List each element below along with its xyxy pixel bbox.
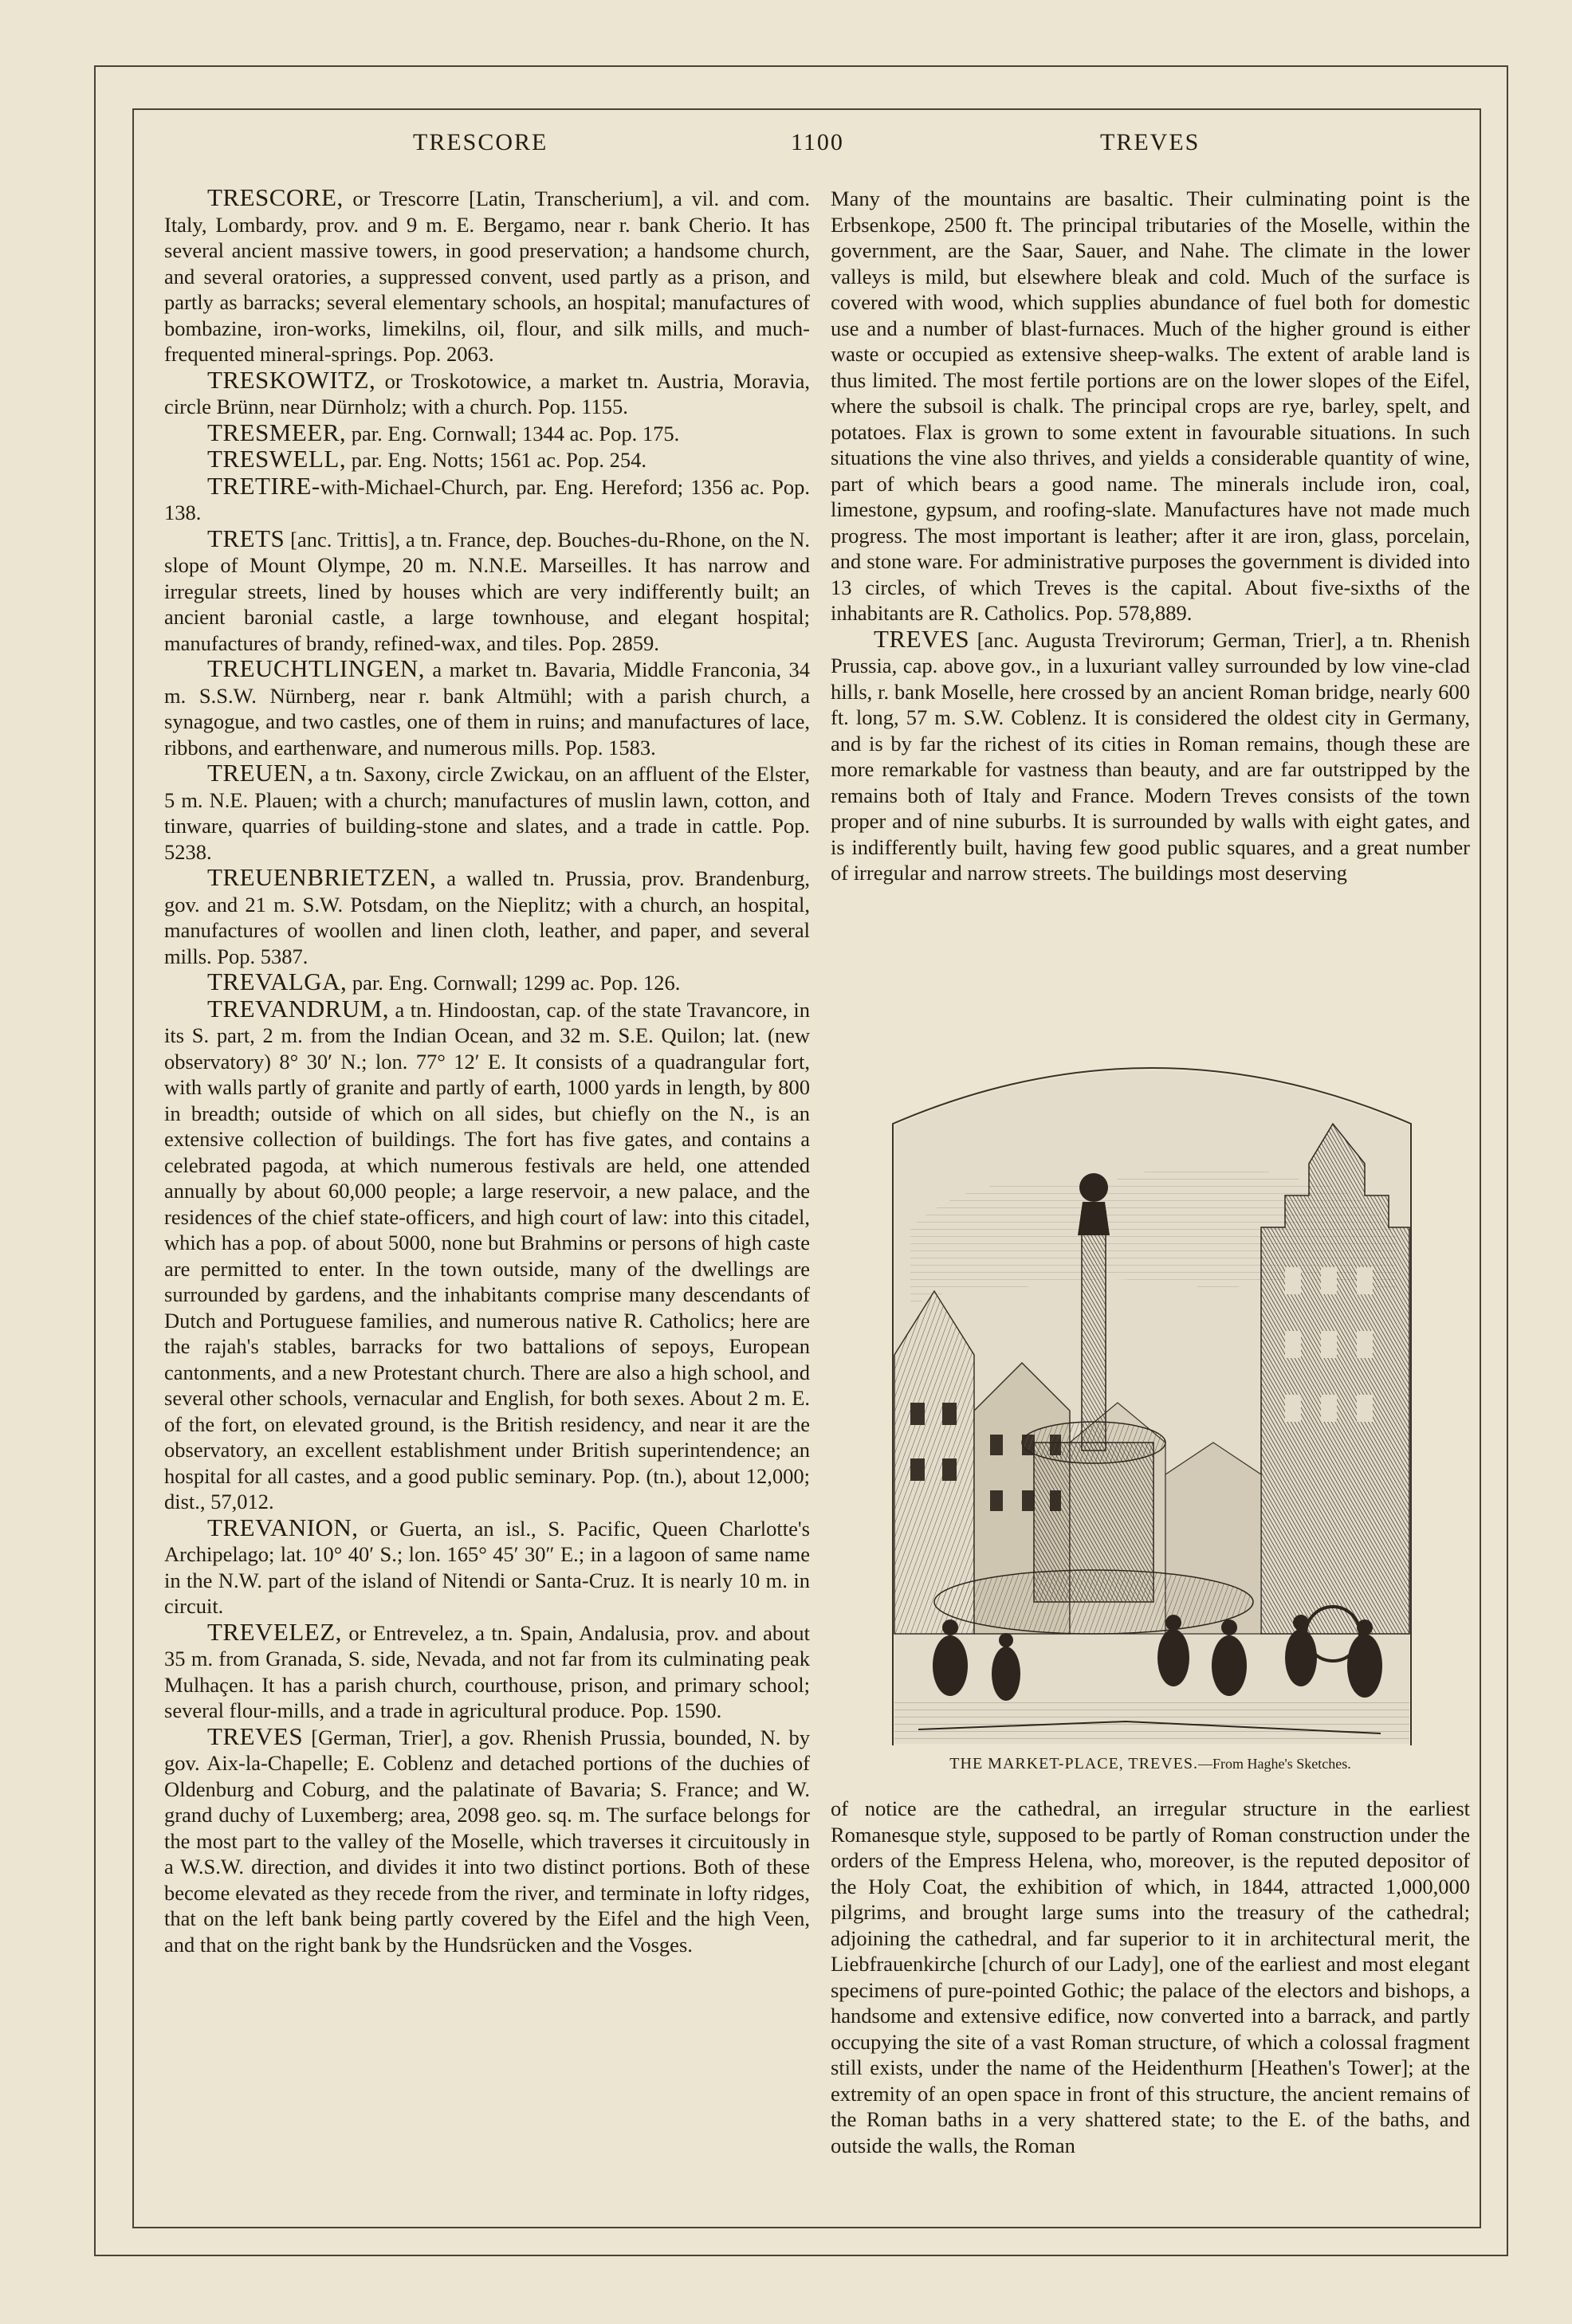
entry-trevelez: TREVELEZ, or Entrevelez, a tn. Spain, Andalusia, prov. and about 35 m. from Granada, S. side, Nevada, and not far from its culminating peak Mulhaçen. It has a parish church, courthouse, prison, and primary school; several flour-mills, and a trade in agricultural produce. Pop. 1590. [164,1617,810,1722]
figure-caption-title: THE MARKET-PLACE, TREVES. [949,1755,1198,1772]
right-column-top [831,185,1470,886]
entry-trevanion: TREVANION, or Guerta, an isl., S. Pacific, Queen Charlotte's Archipelago; lat. 10° 40′ S.; lon. 165° 45′ 30″ E.; in a lagoon of same name in the N.W. part of the island of Nitendi or Santa-Cruz. It is nearly 10 m. in circuit. [164,1513,810,1618]
left-column [164,185,810,1957]
running-head-left: TRESCORE [413,129,548,155]
entry-tresmeer: TRESMEER, par. Eng. Cornwall; 1344 ac. Pop. 175. [207,418,680,446]
figure-caption [831,1755,1470,1773]
entry-treves-gov-continued: Many of the mountains are basaltic. Their culminating point is the Erbsenkope, 2500 ft. The principal tributaries of the Moselle, within the government, are the Saar, Sauer, and Nahe. The climate in the lower valleys is mild, but elsewhere bleak and cold. Much of the surface is covered with wood, which supplies abundance of fuel both for domestic use and a number of blast-furnaces. Much of the higher ground is either waste or occupied as extensive sheep-walks. The extent of arable land is thus limited. The most fertile portions are on the lower slopes of the Eifel, where the subsoil is chalk. The principal crops are rye, barley, spelt, and potatoes. Flax is grown to some extent in favourable situations. In such situations the vine also thrives, and yields a considerable quantity of wine, part of which bears a good name. The minerals include iron, coal, limestone, gypsum, and roofing-slate. Manufactures have not made much progress. The most important is leather; after it are iron, glass, porcelain, and stone ware. For administrative purposes the government is divided into 13 circles, of which Treves is the capital. About five-sixths of the inhabitants are R. Catholics. Pop. 578,889. [831,186,1470,625]
entry-tretire: TRETIRE-with-Michael-Church, par. Eng. Hereford; 1356 ac. Pop. 138. [164,471,810,524]
entry-treuchtlingen: TREUCHTLINGEN, a market tn. Bavaria, Middle Franconia, 34 m. S.S.W. Nürnberg, near r. bank Altmühl; with a parish church, a synagogue, and two castles, one of them in ruins; and manufactures of lace, ribbons, and earthenware, and numerous mills. Pop. 1583. [164,654,810,760]
running-head-right: TREVES [1100,129,1201,155]
entry-trets: TRETS [anc. Trittis], a tn. France, dep. Bouches-du-Rhone, on the N. slope of Mount Olympe, 20 m. N.N.E. Marseilles. It has narrow and irregular streets, lined by houses which are very indifferently built; an ancient baronial castle, a large townhouse, and elegant hospital; manufactures of brandy, refined-wax, and tiles. Pop. 2859. [164,524,810,655]
entry-trevandrum: TREVANDRUM, a tn. Hindoostan, cap. of the state Travancore, in its S. part, 2 m. from the Indian Ocean, and 32 m. S.E. Quilon; lat. (new observatory) 8° 30′ N.; lon. 77° 12′ E. It consists of a quadrangular fort, with walls partly of granite and partly of earth, 1000 yards in length, by 800 in breadth; outside of which on all sides, but chiefly on the N., is an extensive collection of buildings. The fort has five gates, and contains a celebrated pagoda, at which numerous festivals are held, one attended annually by about 60,000 people; a large reservoir, a new palace, and the residences of the chief state-officers, and high court of law: into this citadel, which has a pop. of about 5000, none but Brahmins or persons of high caste are permitted to enter. In the town outside, many of the dwellings are surrounded by gardens, and the inhabitants comprise many descendants of Dutch and Portuguese families, and numerous native R. Catholics; here are the rajah's stables, barracks for two battalions of sepoys, European cantonments, and a new Protestant church. There are also a high school, and several other schools, vernacular and English, for both sexes. About 2 m. E. of the fort, on elevated ground, is the British residency, and near it are the observatory, an excellent establishment under British superintendence; an hospital for all castes, and a good public seminary. Pop. (tn.), about 12,000; dist., 57,012. [164,994,810,1513]
entry-treuen: TREUEN, a tn. Saxony, circle Zwickau, on an affluent of the Elster, 5 m. N.E. Plauen; with a church; manufactures of muslin lawn, cotton, and tinware, quarries of building-stone and slates, and a trade in cattle. Pop. 5238. [164,759,810,864]
right-column-bottom [831,1795,1470,2158]
entry-trevalga: TREVALGA, par. Eng. Cornwall; 1299 ac. Pop. 126. [207,968,681,995]
entry-treves-gov: TREVES [German, Trier], a gov. Rhenish Prussia, bounded, N. by gov. Aix-la-Chapelle; E. Coblenz and detached portions of the duchies of Oldenburg and Coburg, and the palatinate of Bavaria; S. France; and W. grand duchy of Luxemberg; area, 2098 geo. sq. m. The surface belongs for the most part to the valley of the Moselle, which traverses it circuitously in a W.S.W. direction, and divides it into two distinct portions. Both of these become elevated as they recede from the river, and terminate in lofty ridges, that on the left bank being partly covered by the Eifel and the high Veen, and that on the right bank by the Hundsrücken and the Vosges. [164,1721,810,1957]
entry-treuenbrietzen: TREUENBRIETZEN, a walled tn. Prussia, prov. Brandenburg, gov. and 21 m. S.W. Potsdam, on the Nieplitz; with a church, an hospital, manufactures of woollen and linen cloth, leather, and paper, and several mills. Pop. 5387. [164,863,810,968]
entry-trescore: TRESCORE, or Trescorre [Latin, Transcherium], a vil. and com. Italy, Lombardy, prov. and 9 m. E. Bergamo, near r. bank Cherio. It has several ancient massive towers, in good preservation; a handsome church, and several oratories, a suppressed convent, used partly as a prison, and partly as barracks; several elementary schools, an hospital; manufactures of bombazine, iron-works, limekilns, oil, flour, and silk mills, and much-frequented mineral-springs. Pop. 2063. [164,183,810,366]
entry-treves-town-continued: of notice are the cathedral, an irregular structure in the earliest Romanesque style, supposed to be partly of Roman construction under the orders of the Empress Helena, who, moreover, is the reputed depositor of the Holy Coat, the exhibition of which, in 1844, attracted 1,000,000 pilgrims, and brought large sums into the treasury of the cathedral; adjoining the cathedral, and far superior to it in architectural merit, the Liebfrauenkirche [church of our Lady], one of the earliest and most elegant specimens of pure-pointed Gothic; the palace of the electors and bishops, a handsome and extensive edifice, now converted into a barrack, and partly occupying the site of a vast Roman structure, of which a colossal fragment still exists, under the name of the Heidenthurm [Heathen's Tower]; at the extremity of an open space in front of this structure, the ancient remains of the Roman baths in a very shattered state; to the E. of the baths, and outside the walls, the Roman [831,1796,1470,2157]
market-place-engraving [886,1028,1417,1749]
entry-treskowitz: TRESKOWITZ, or Troskotowice, a market tn. Austria, Moravia, circle Brünn, near Dürnholz; with a church. Pop. 1155. [164,365,810,418]
page-number: 1100 [791,129,844,155]
entry-treswell: TRESWELL, par. Eng. Notts; 1561 ac. Pop. 254. [207,445,646,473]
figure-caption-source: —From Haghe's Sketches. [1197,1756,1351,1772]
entry-treves-town: TREVES [anc. Augusta Trevirorum; German, Trier], a tn. Rhenish Prussia, cap. above gov., in a luxuriant valley surrounded by low vine-clad hills, r. bank Moselle, here crossed by an ancient Roman bridge, nearly 600 ft. long, 57 m. S.W. Coblenz. It is considered the oldest city in Germany, and is by far the richest of its cities in Roman remains, though these are more remarkable for vastness than beauty, and are far outstripped by the remains both of Italy and France. Modern Treves consists of the town proper and of nine suburbs. It is surrounded by walls with eight gates, and is indifferently built, having few good public squares, and a great number of irregular and narrow streets. The buildings most deserving [831,624,1470,885]
